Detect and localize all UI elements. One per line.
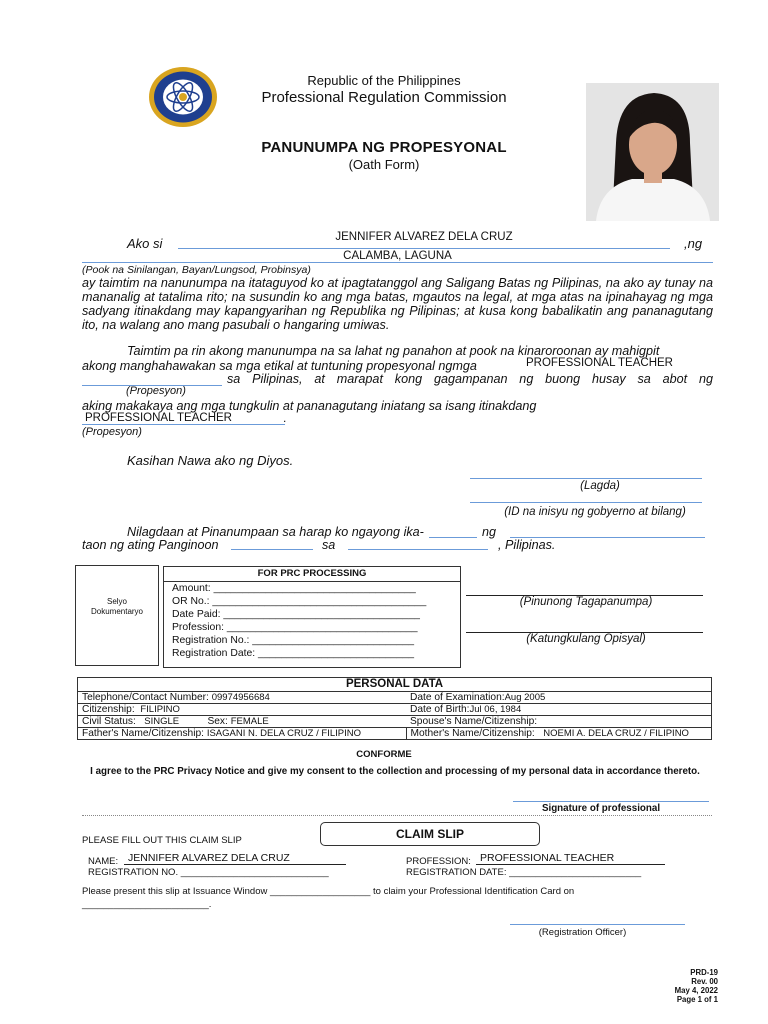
- form-code: PRD-19: [690, 968, 718, 977]
- day-line[interactable]: [429, 537, 477, 538]
- propesyon-caption-1: (Propesyon): [126, 385, 186, 397]
- claim-slip-title: CLAIM SLIP: [320, 822, 540, 846]
- processing-amount[interactable]: Amount: ___________________________________: [172, 583, 416, 594]
- claim-profession-label: PROFESSION:: [406, 856, 471, 867]
- year-line[interactable]: [231, 549, 313, 550]
- form-subtitle: (Oath Form): [348, 157, 420, 172]
- claim-reg-date[interactable]: REGISTRATION DATE: _________________________: [406, 867, 642, 878]
- birthplace-caption: (Pook na Sinilangan, Bayan/Lungsod, Probinsya): [82, 264, 311, 276]
- conforme-signature-line[interactable]: [513, 801, 709, 802]
- ng-label: ,ng: [684, 236, 703, 251]
- spouse-cell: [406, 716, 712, 728]
- kasihan-text: Kasihan Nawa ako ng Diyos.: [127, 453, 294, 468]
- form-footer: [640, 968, 718, 1004]
- personal-data-title: PERSONAL DATA: [78, 678, 712, 692]
- id-line[interactable]: [470, 502, 702, 503]
- father-value[interactable]: ISAGANI N. DELA CRUZ / FILIPINO: [206, 728, 361, 739]
- telephone-label: Telephone/Contact Number:: [82, 692, 209, 703]
- father-cell: [78, 728, 407, 740]
- nilagdaan-text: Nilagdaan at Pinanumpaan sa harap ko ngayong ika-: [127, 525, 424, 539]
- claim-present-text: Please present this slip at Issuance Window ___________________ to claim your Professional Identification Card on: [82, 886, 575, 897]
- katungkulan-caption: (Katungkulang Opisyal): [526, 633, 646, 645]
- id-caption: (ID na inisyu ng gobyerno at bilang): [504, 506, 686, 518]
- dob-value[interactable]: Jul 06, 1984: [469, 704, 522, 715]
- civil-status-label: Civil Status:: [82, 716, 136, 727]
- profession-value-2: PROFESSIONAL TEACHER: [85, 412, 232, 424]
- father-label: Father's Name/Citizenship:: [82, 728, 204, 739]
- lagda-caption: (Lagda): [580, 480, 620, 492]
- conforme-text: I agree to the PRC Privacy Notice and give my consent to the collection and processing of my personal data in accordance thereto.: [90, 766, 700, 777]
- oath-name-field[interactable]: [178, 230, 670, 249]
- citizenship-value[interactable]: FILIPINO: [140, 704, 180, 715]
- republic-label: Republic of the Philippines: [307, 73, 461, 88]
- mother-value[interactable]: NOEMI A. DELA CRUZ / FILIPINO: [543, 728, 689, 739]
- telephone-value[interactable]: 09974956684: [211, 692, 270, 703]
- personal-data-table: [77, 677, 712, 740]
- oath-name-value: JENNIFER ALVAREZ DELA CRUZ: [335, 231, 513, 243]
- sex-value[interactable]: FEMALE: [230, 716, 269, 727]
- ng-label-2: ng: [482, 525, 497, 539]
- oath-paragraph-2a: Taimtim pa rin akong manunumpa na sa lahat ng panahon at pook na kinaroroonan ay mahigpit: [127, 344, 660, 358]
- civil-status-value[interactable]: SINGLE: [144, 716, 180, 727]
- exam-date-label: Date of Examination:: [410, 692, 505, 703]
- prc-processing-box: [163, 566, 461, 668]
- claim-reg-no[interactable]: REGISTRATION NO. ____________________________: [88, 867, 329, 878]
- birthplace-field[interactable]: [82, 249, 713, 263]
- documentary-stamp-box: [75, 565, 159, 666]
- oath-paragraph-1: [82, 276, 713, 332]
- pinuno-caption: (Pinunong Tagapanumpa): [519, 596, 653, 608]
- sex-label: Sex:: [207, 716, 228, 727]
- claim-profession-field[interactable]: [476, 852, 665, 865]
- registration-officer-caption: (Registration Officer): [538, 927, 627, 938]
- fill-out-note: PLEASE FILL OUT THIS CLAIM SLIP: [82, 835, 242, 846]
- oath-paragraph-2c: sa Pilipinas, at marapat kong gagampanan ng buong husay sa abot ng: [227, 372, 713, 386]
- taon-text: taon ng ating Panginoon: [82, 538, 219, 552]
- birthplace-value: CALAMBA, LAGUNA: [343, 250, 452, 262]
- form-title: PANUNUMPA NG PROPESYONAL: [261, 139, 507, 156]
- oath-paragraph-1-text: ay taimtim na nanunumpa na itataguyod ko at ipagtatanggol ang Saligang Batas ng Pilipinas, na ako ay tunay na mananalig at tatalima rito; na susundin ko ang mga batas, mgautos na legal, at mga atas na ipinahayag ng mga sadyang itinakdang may kapangyarihan ng Republika ng Pilipinas; at kusa kong babalikatin ang pananagutang ito, na walang ano mang pasubali o hangaring umiwas.: [82, 276, 713, 332]
- location-line[interactable]: [348, 549, 488, 550]
- selyo-label: Selyo Dokumentaryo: [90, 597, 144, 616]
- claim-present-text-2: ________________________.: [82, 899, 212, 910]
- cut-line: [82, 815, 712, 816]
- form-rev: Rev. 00: [691, 977, 718, 986]
- spouse-label: Spouse's Name/Citizenship:: [410, 716, 538, 727]
- oath-paragraph-2b: akong manghahawakan sa mga etikal at tuntuning propesyonal ngmga: [82, 359, 477, 373]
- dob-label: Date of Birth:: [410, 704, 470, 715]
- period: .: [283, 411, 287, 425]
- civil-status-cell: [78, 716, 407, 728]
- mother-label: Mother's Name/Citizenship:: [410, 728, 535, 739]
- telephone-cell: [78, 692, 407, 704]
- mother-cell: [406, 728, 712, 740]
- processing-profession[interactable]: Profession: _________________________________: [172, 622, 418, 633]
- processing-or-no[interactable]: OR No.: _____________________________________: [172, 596, 427, 607]
- dob-cell: [406, 704, 712, 716]
- pilipinas-label: , Pilipinas.: [498, 538, 556, 552]
- claim-name-field[interactable]: [124, 852, 346, 865]
- sa-label: sa: [322, 538, 336, 552]
- oath-paragraph-2d: aking makakaya ang mga tungkulin at pananagutang iniatang sa isang itinakdang: [82, 399, 537, 413]
- form-date: May 4, 2022: [674, 986, 718, 995]
- claim-name-value: JENNIFER ALVAREZ DELA CRUZ: [128, 852, 290, 864]
- claim-name-label: NAME:: [88, 856, 119, 867]
- lagda-line[interactable]: [470, 478, 702, 479]
- processing-registration-no[interactable]: Registration No.: ____________________________: [172, 635, 415, 646]
- exam-date-cell: [406, 692, 712, 704]
- processing-date-paid[interactable]: Date Paid: __________________________________: [172, 609, 420, 620]
- ako-si-label: Ako si: [127, 236, 163, 251]
- claim-profession-value: PROFESSIONAL TEACHER: [480, 852, 615, 864]
- exam-date-value[interactable]: Aug 2005: [504, 692, 546, 703]
- profession-value-1[interactable]: PROFESSIONAL TEACHER: [526, 357, 673, 369]
- form-page: Page 1 of 1: [676, 995, 718, 1004]
- commission-label: Professional Regulation Commission: [261, 89, 507, 106]
- registration-officer-line[interactable]: [510, 924, 685, 925]
- propesyon-caption-2: (Propesyon): [82, 426, 142, 438]
- conforme-signature-caption: Signature of professional: [541, 803, 661, 814]
- citizenship-cell: [78, 704, 407, 716]
- conforme-title: CONFORME: [356, 749, 412, 760]
- processing-registration-date[interactable]: Registration Date: ___________________________: [172, 648, 415, 659]
- profession-field-2[interactable]: [82, 411, 285, 425]
- citizenship-label: Citizenship:: [82, 704, 135, 715]
- processing-title: FOR PRC PROCESSING: [164, 567, 460, 582]
